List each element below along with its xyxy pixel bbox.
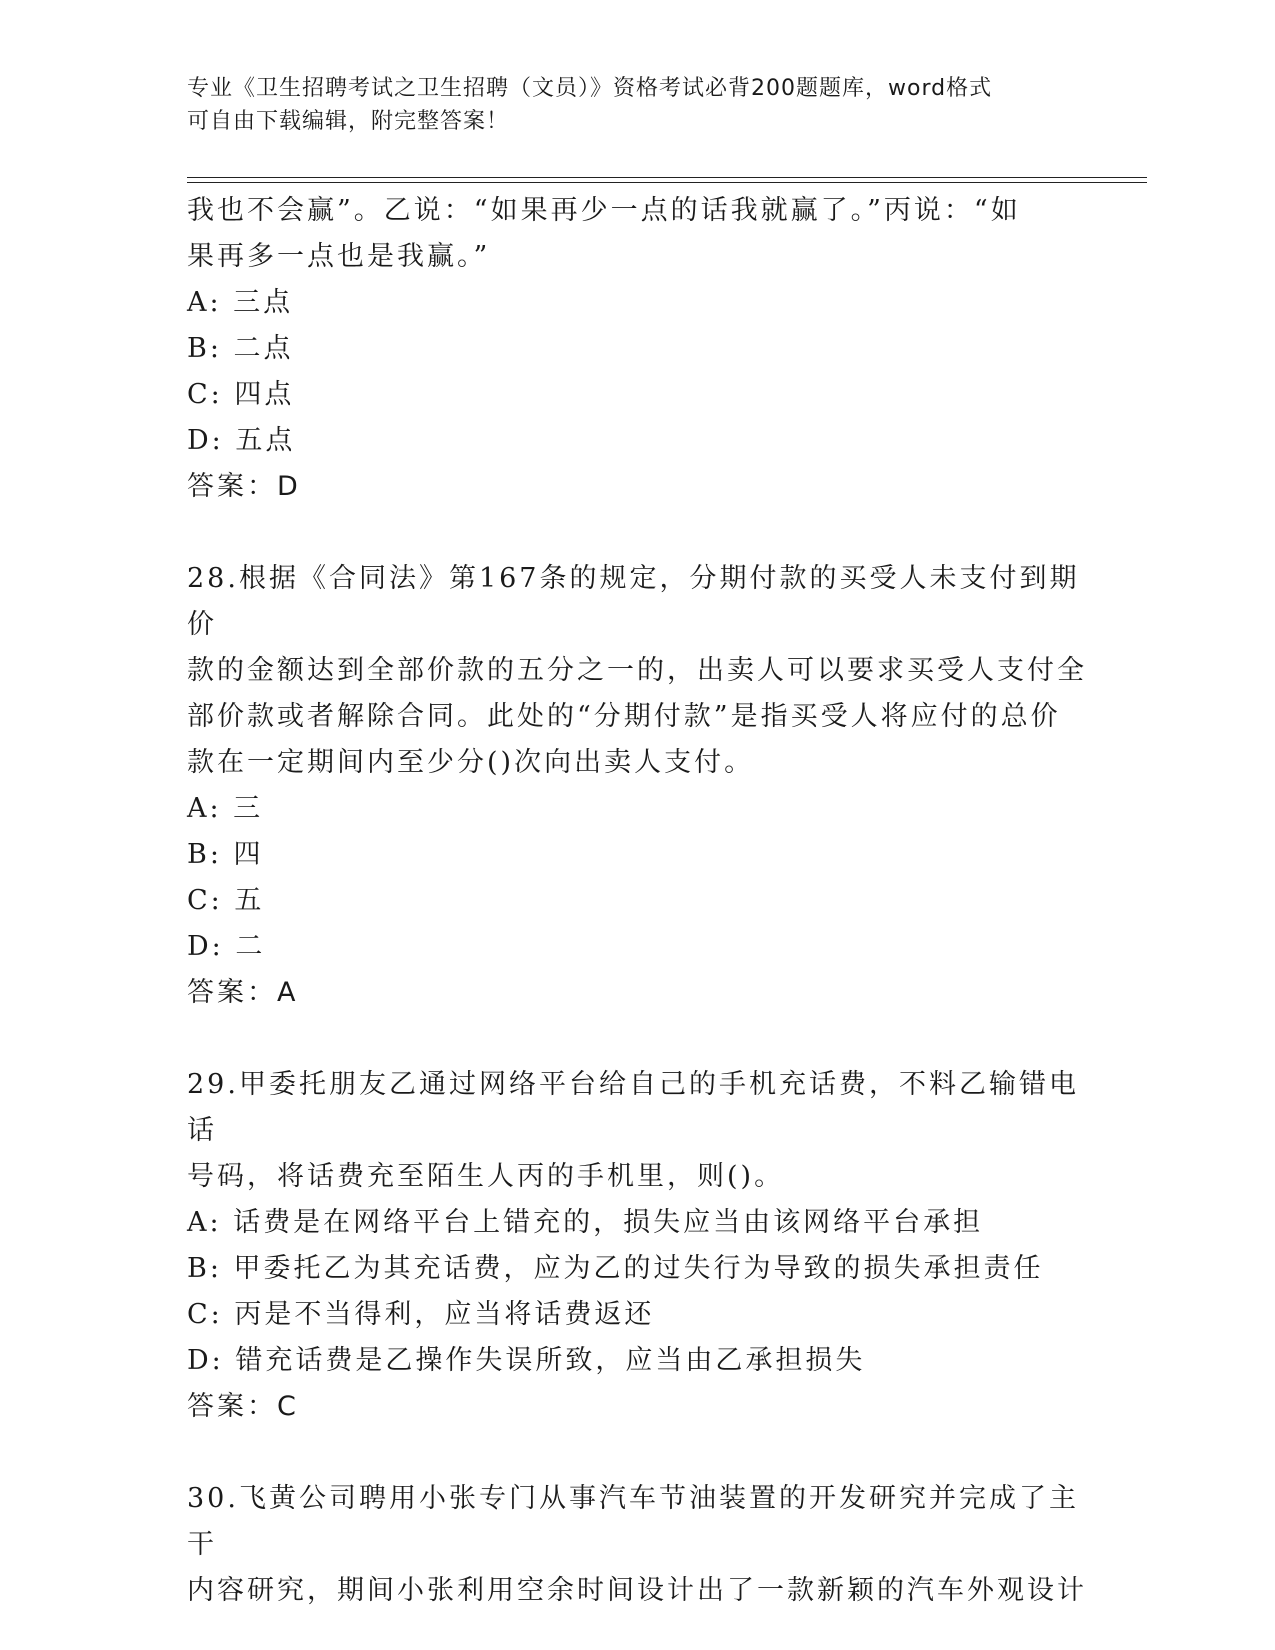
question-text-line: 部价款或者解除合同。此处的“分期付款”是指买受人将应付的总价 bbox=[187, 701, 1061, 732]
header-line-1: 专业《卫生招聘考试之卫生招聘（文员）》资格考试必背200题题库，word格式 bbox=[187, 76, 993, 101]
option-a: A: 话费是在网络平台上错充的，损失应当由该网络平台承担 bbox=[187, 1207, 984, 1238]
question-text-line: 款在一定期间内至少分()次向出卖人支付。 bbox=[187, 747, 755, 778]
spacer bbox=[187, 1016, 1087, 1062]
question-text-line: 30.飞黄公司聘用小张专门从事汽车节油装置的开发研究并完成了主干 bbox=[187, 1483, 1079, 1560]
answer-line: 答案：A bbox=[187, 977, 299, 1008]
option-a: A: 三点 bbox=[187, 287, 294, 318]
question-text-line: 29.甲委托朋友乙通过网络平台给自己的手机充话费，不料乙输错电话 bbox=[187, 1069, 1079, 1146]
option-b: B: 四 bbox=[187, 839, 264, 870]
option-a: A: 三 bbox=[187, 793, 264, 824]
header-line-2: 可自由下载编辑，附完整答案！ bbox=[187, 109, 510, 134]
question-27 bbox=[187, 188, 1087, 510]
question-text-line: 我也不会赢”。乙说：“如果再少一点的话我就赢了。”丙说：“如 bbox=[187, 195, 1021, 226]
document-body bbox=[187, 188, 1087, 1614]
option-c: C: 五 bbox=[187, 885, 265, 916]
spacer bbox=[187, 1430, 1087, 1476]
question-29 bbox=[187, 1062, 1087, 1430]
option-c: C: 四点 bbox=[187, 379, 295, 410]
answer-line: 答案：D bbox=[187, 471, 301, 502]
document-header bbox=[187, 72, 1067, 138]
question-28 bbox=[187, 556, 1087, 1016]
question-text-line: 号码，将话费充至陌生人丙的手机里，则()。 bbox=[187, 1161, 785, 1192]
option-d: D: 错充话费是乙操作失误所致，应当由乙承担损失 bbox=[187, 1345, 866, 1376]
option-c: C: 丙是不当得利，应当将话费返还 bbox=[187, 1299, 655, 1330]
header-rule-bottom bbox=[187, 182, 1147, 183]
question-text-line: 28.根据《合同法》第167条的规定，分期付款的买受人未支付到期价 bbox=[187, 563, 1080, 640]
question-text-line: 内容研究，期间小张利用空余时间设计出了一款新颖的汽车外观设计 bbox=[187, 1575, 1087, 1606]
option-b: B: 二点 bbox=[187, 333, 294, 364]
spacer bbox=[187, 510, 1087, 556]
answer-line: 答案：C bbox=[187, 1391, 299, 1422]
question-text-line: 果再多一点也是我赢。” bbox=[187, 241, 491, 272]
header-rule-top bbox=[187, 177, 1147, 178]
question-text-line: 款的金额达到全部价款的五分之一的，出卖人可以要求买受人支付全 bbox=[187, 655, 1087, 686]
question-30 bbox=[187, 1476, 1087, 1614]
option-b: B: 甲委托乙为其充话费，应为乙的过失行为导致的损失承担责任 bbox=[187, 1253, 1044, 1284]
option-d: D: 二 bbox=[187, 931, 266, 962]
option-d: D: 五点 bbox=[187, 425, 296, 456]
